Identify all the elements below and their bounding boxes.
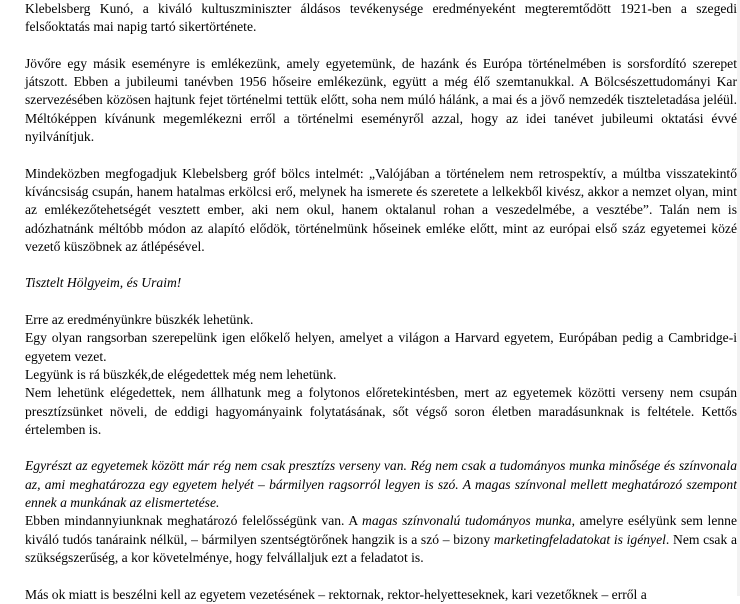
responsibility-text-1: Ebben mindannyiunknak meghatározó felelősségünk van. A [25, 513, 363, 529]
responsibility-emphasis-2: marketingfeladatokat is igényel [493, 531, 666, 547]
line-not-satisfied: Legyünk is rá büszkék,de elégedettek még nem lehetünk. [25, 366, 337, 382]
line-proud: Erre az eredményünkre büszkék lehetünk. [25, 312, 254, 328]
paragraph-responsibility [25, 512, 737, 567]
paragraph-klebelsberg-quote: Mindeközben megfogadjuk Klebelsberg gróf bölcs intelmét: „Valójában a történelem nem retrospektív, a múltba visszatekintő kíváncsiság csupán, hanem hatalmas erkölcsi erő, melynek ha ismerete és szeretete a lelkekből kivész, akkor a nemzet olyan, mint az emlékezőtehetségét vesztett ember, aki nem okul, hanem oktalanul rohan a veszedelmébe, a vesztébe”. Talán nem is adózhatnánk méltóbb módon az alapító elődök, történelmünk hőseinek emléke előtt, mint az európai első száz egyetemei közé vezető küszöbnek az átlépésével. [25, 165, 737, 254]
line-competition: Nem lehetünk elégedettek, nem állhatunk meg a folytonos előretekintésben, mert az egyetemek közötti verseny nem csupán presztízsünket növeli, de eddigi hagyományaink folytatásának, sőt végső soron életben maradásunknak is feltétele. Kettős értelemben is. [25, 385, 737, 437]
responsibility-text-2: , amelyre esélyünk sem lenne kiváló tudós tanáraink nélkül, – bármilyen szentségtörőnek hangzik is a szó – bizony [25, 513, 737, 547]
paragraph-intro: Klebelsberg Kunó, a kiváló kultuszminiszter áldásos tevékenysége eredményeként megteremtődött 1921-ben a szegedi felsőoktatás mai napig tartó sikertörténete. [25, 1, 737, 35]
paragraph-prestige: Egyrészt az egyetemek között már rég nem csak presztízs verseny van. Rég nem csak a tudományos munka minősége és színvonala az, ami meghatározza egy egyetem helyét – bármilyen ragsorról legyen is szó. A magas színvonal mellett meghatározó szempont ennek a munkának az elismertetése. [25, 458, 737, 511]
paragraph-1956: Jövőre egy másik eseményre is emlékezünk, amely egyetemünk, de hazánk és Európa történelmében is sorsfordító szerepet játszott. Ebben a jubileumi tanévben 1956 hőseire emlékezünk, együtt a még élő szemtanukkal. A Bölcsészettudományi Kar szervezésében közösen hajtunk fejet történelmi tettük előtt, soha nem múló hálánk, a mai és a jövő nemzedék tiszteletadása jeléül. Méltóképpen kívánunk megemlékezni erről a történelmi eseményről azzal, hogy az idei tanévet jubileumi oktatási évvé nyilvánítjuk. [25, 55, 737, 145]
responsibility-emphasis-1: magas színvonalú tudományos munka [362, 513, 572, 529]
greeting: Tisztelt Hölgyeim, és Uraim! [25, 275, 182, 291]
line-ranking: Egy olyan rangsorban szerepelünk igen előkelő helyen, amelyet a világon a Harvard egyetem, Európában pedig a Cambridge-i egyetem vezet. [25, 330, 737, 364]
document-body [25, 0, 737, 604]
paragraph-leadership: Más ok miatt is beszélni kell az egyetem vezetésének – rektornak, rektor-helyetteseknek, kari vezetőknek – erről a [25, 586, 647, 602]
responsibility-text-3: . Nem csak a szükségszerűség, a kor követelménye, hogy felvállaljuk ezt a feladatot is. [25, 531, 737, 565]
